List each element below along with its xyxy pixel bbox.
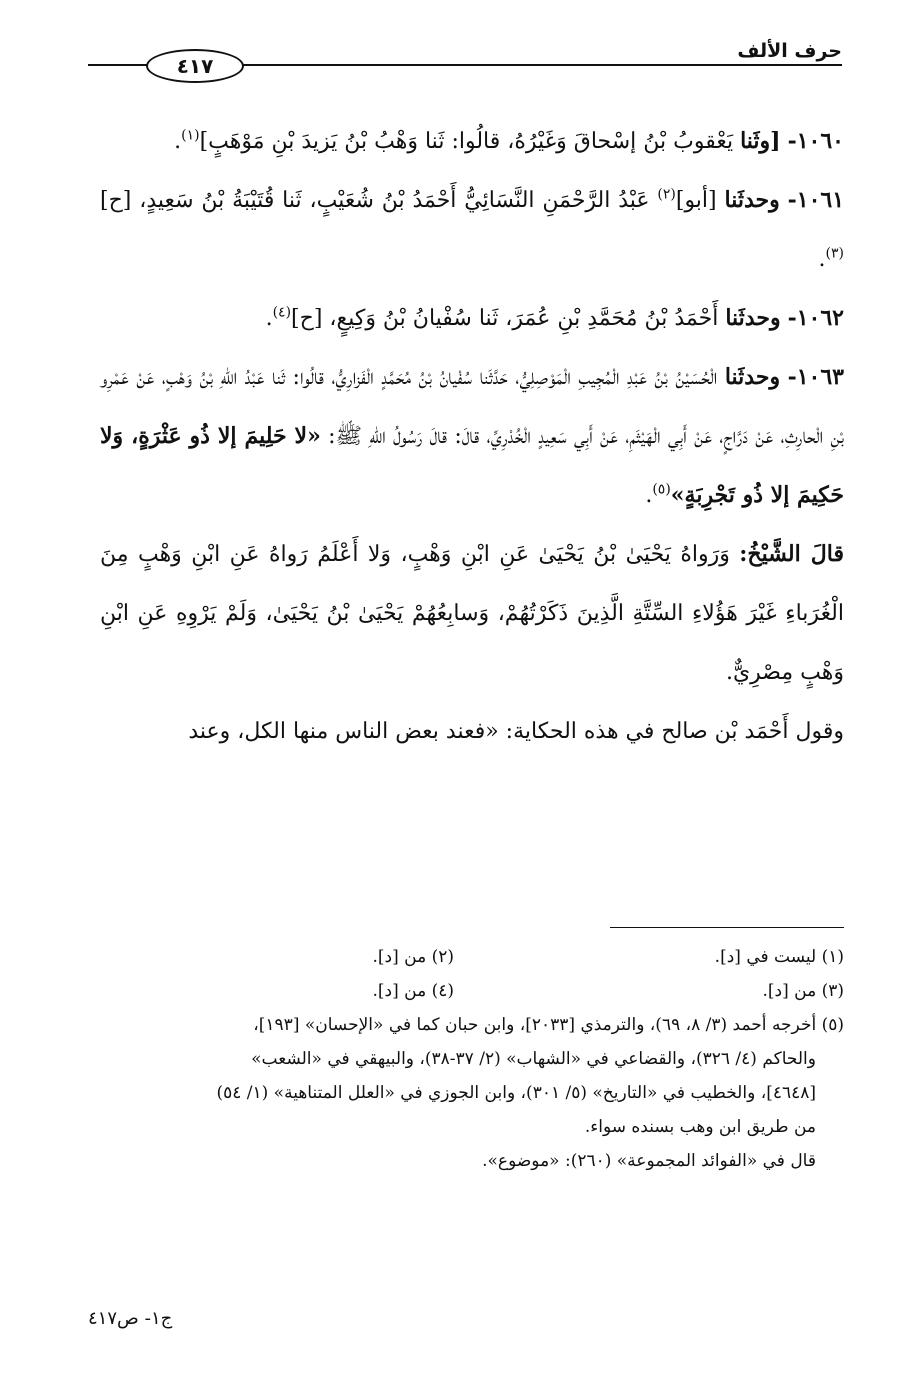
entry-text: يَعْقوبُ بْنُ إسْحاقَ وَغَيْرُهُ، قالُوا: ثَنا وَهْبُ بْنُ يَزيدَ بْنِ مَوْهَبٍ]	[199, 129, 734, 154]
entry-1060	[100, 112, 844, 171]
entry-end: .	[818, 247, 826, 272]
footnote-ref[interactable]: (٢)	[657, 186, 676, 203]
footnote-ref[interactable]: (٣)	[825, 245, 844, 262]
page-header	[88, 40, 842, 88]
page-reference: ج١- ص٤١٧	[88, 1308, 173, 1329]
footnote-ref[interactable]: (١)	[181, 127, 200, 144]
footnote-grid	[74, 940, 844, 1008]
entry-1063	[100, 348, 844, 525]
entry-number: ١٠٦١-	[787, 187, 845, 213]
entry-end: .	[645, 483, 653, 508]
footnote-ref[interactable]: (٥)	[652, 481, 671, 498]
entry-text: [أبو]	[675, 188, 717, 213]
footnote-5	[74, 1008, 844, 1178]
entry-text: أَحْمَدُ بْنُ مُحَمَّدِ بْنِ عُمَرَ، ثَنا سُفْيانُ بْنُ وَكِيعٍ، [ح]	[291, 306, 719, 331]
hadith-quote: «لا حَلِيمَ إلا ذُو عَثْرَةٍ، وَلا حَكِيمَ إلا ذُو تَجْرِبَةٍ»	[100, 423, 844, 508]
entry-number: ١٠٦٣-	[787, 364, 844, 390]
narration-keyword: وحدثَنا	[724, 364, 781, 390]
footnote-1: (١) ليست في [د].	[714, 947, 844, 967]
entry-end: .	[174, 129, 182, 154]
entry-1062	[100, 289, 844, 348]
footnote-separator	[610, 927, 844, 928]
entry-end: .	[265, 306, 273, 331]
narration-keyword: [وثَنا	[740, 128, 781, 154]
chapter-title: حرف الألف	[727, 40, 842, 62]
narration-keyword: وحدثَنا	[725, 305, 781, 331]
sheikh-text: وَرَواهُ يَحْيَىٰ بْنُ يَحْيَىٰ عَنِ ابْنِ وَهْبٍ، وَلا أَعْلَمُ رَواهُ عَنِ ابْنِ وَهْبٍ مِنَ الْغُرَباءِ غَيْرَ هَؤُلاءِ السِّتَّةِ الَّذِينَ ذَكَرْتُهُمْ، وَسابِعُهُمْ يَحْيَىٰ بْنُ يَحْيَىٰ، وَلَمْ يَرْوِهِ عَنِ ابْنِ وَهْبٍ مِصْرِيٌّ.	[100, 542, 844, 685]
entry-1061	[100, 171, 844, 289]
entry-number: ١٠٦٢-	[787, 305, 844, 331]
footnote-3: (٣) من [د].	[762, 981, 844, 1001]
footnote-4: (٤) من [د].	[372, 981, 454, 1001]
main-text	[100, 112, 844, 761]
footnote-ref[interactable]: (٤)	[272, 304, 292, 321]
footnote-5-line: والحاكم (٤/ ٣٢٦)، والقضاعي في «الشهاب» (٢/ ٣٧-٣٨)، والبيهقي في «الشعب»	[251, 1049, 816, 1069]
footnote-5-line: [٤٦٤٨]، والخطيب في «التاريخ» (٥/ ٣٠١)، وابن الجوزي في «العلل المتناهية» (١/ ٥٤)	[216, 1083, 816, 1103]
sheikh-label: قالَ الشَّيْخُ:	[739, 541, 844, 567]
narration-keyword: وحدثَنا	[724, 187, 780, 213]
entry-text-cont: عَبْدُ الرَّحْمَنِ النَّسَائِيُّ أَحْمَدُ بْنُ شُعَيْبٍ، ثَنا قُتَيْبَةُ بْنُ سَعِيدٍ، [ح]	[100, 188, 650, 213]
sheikh-comment	[100, 525, 844, 702]
footnote-2: (٢) من [د].	[372, 947, 454, 967]
closing-paragraph: وقول أَحْمَد بْن صالح في هذه الحكاية: «فعند بعض الناس منها الكل، وعند	[188, 719, 844, 744]
footnote-5-line: قال في «الفوائد المجموعة» (٢٦٠): «موضوع».	[482, 1151, 816, 1171]
entry-text: الْحُسَيْنُ بْنُ عَبْدِ الْمُجِيبِ الْمَوْصِلِيُّ، حَدَّثَنا سُفْيانُ بْنُ مُحَمَّدٍ الْفَزارِيُّ، قالُوا: ثَنا عَبْدُ اللهِ بْنُ وَهْبٍ، عَنْ عَمْرِو بْنِ الْحارِثِ، عَنْ دَرَّاجٍ، عَنْ أَبِي الْهَيْثَمِ، عَنْ أَبِي سَعِيدٍ الْخُدْرِيِّ، قالَ: قالَ رَسُولُ اللهِ ﷺ:	[100, 365, 845, 449]
footnote-5-line: (٥) أخرجه أحمد (٣/ ٨، ٦٩)، والترمذي [٢٠٣٣]، وابن حبان كما في «الإحسان» [١٩٣]،	[253, 1015, 844, 1035]
footnotes	[74, 940, 844, 1178]
footnote-5-line: من طريق ابن وهب بسنده سواء.	[584, 1117, 816, 1137]
entry-number: ١٠٦٠-	[787, 128, 844, 154]
page-number-badge: ٤١٧	[146, 49, 244, 83]
